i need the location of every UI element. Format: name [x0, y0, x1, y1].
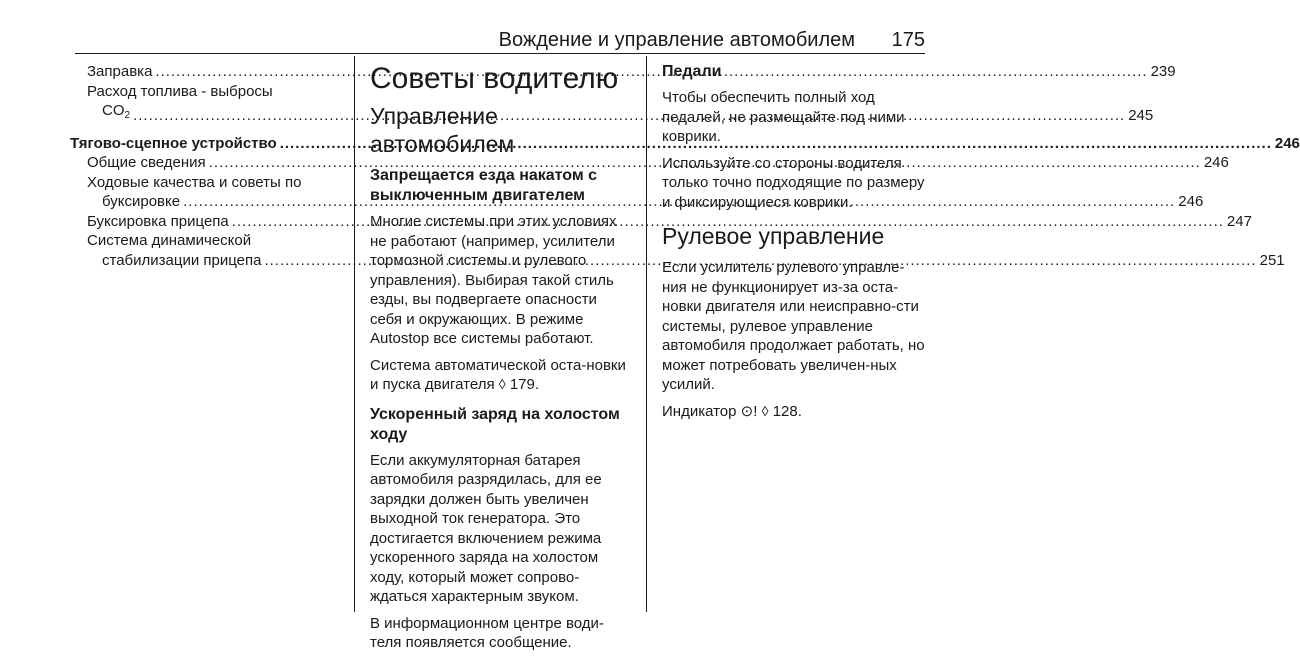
- right-column: [662, 62, 927, 428]
- subsection-heading: Педали: [662, 63, 722, 80]
- page-header-title: Вождение и управление автомобилем: [498, 29, 855, 51]
- toc-entry-page: 251: [1259, 251, 1285, 269]
- subsection-heading: Ускоренный заряд на холостом ходу: [370, 405, 620, 443]
- toc-entry-text: Расход топлива - выбросы: [87, 82, 273, 100]
- toc-section-entry[interactable]: [70, 134, 1300, 154]
- toc-entry[interactable]: [70, 82, 342, 102]
- toc-entry[interactable]: [70, 251, 1285, 271]
- toc-entry[interactable]: [70, 101, 1154, 126]
- toc-entry[interactable]: [70, 192, 1204, 212]
- header-rule: [75, 53, 925, 54]
- toc-entry-page: 247: [1226, 212, 1252, 230]
- paragraph-with-reference: Система автоматической оста-новки и пуска двигателя ◊ 179.: [370, 356, 626, 393]
- reference-arrow-icon: ◊: [498, 376, 506, 392]
- toc-entry[interactable]: [70, 173, 342, 193]
- paragraph: Используйте со стороны водителя только точно подходящие по размеру и фиксирующиеся коврики.: [662, 154, 925, 211]
- toc-entry-text: Ходовые качества и советы по: [87, 173, 302, 191]
- page-header: [75, 28, 925, 52]
- paragraph: Чтобы обеспечить полный ход педалей, не размещайте под ними коврики.: [662, 89, 905, 145]
- reference-arrow-icon: ◊: [761, 402, 769, 419]
- toc-entry-text: Буксировка прицепа: [87, 212, 229, 230]
- page-reference[interactable]: 179.: [509, 376, 540, 393]
- paragraph: Если усилитель рулевого управле-ния не функционирует из-за оста-новки двигателя или неисправно-сти системы, рулевое управление автомобиля продолжает работать, но может потребовать увеличен-ных усилий.: [662, 259, 925, 393]
- toc-entry-text: стабилизации прицепа: [102, 251, 262, 269]
- toc-entry-text: Тягово-сцепное устройство: [70, 134, 277, 152]
- chapter-heading: Советы водителю: [370, 62, 619, 95]
- paragraph: Если аккумуляторная батарея автомобиля разрядилась, для ее зарядки должен быть увеличен выходной ток генератора. Это достигается включением режима ускоренного заряда на холостом ходу, который может сопрово-ждаться характерным звуком.: [370, 451, 602, 605]
- paragraph-with-reference: Индикатор ⊙! ◊ 128.: [662, 402, 802, 420]
- toc-entry[interactable]: [70, 231, 342, 251]
- paragraph: В информационном центре води-теля появляется сообщение.: [370, 614, 604, 651]
- toc-entry-text: Общие сведения: [87, 154, 206, 171]
- page-number: 175: [891, 29, 925, 51]
- toc-entry-text: $CO_2$: [102, 102, 131, 121]
- column-divider: [354, 56, 355, 612]
- section-heading: Управление автомобилем: [370, 103, 515, 157]
- toc-entry-page: 246: [1274, 134, 1300, 152]
- page-reference[interactable]: 128.: [772, 402, 802, 420]
- toc-entry-page: 246: [1203, 154, 1229, 171]
- toc-entry-page: 245: [1128, 107, 1154, 124]
- toc-entry-page: 246: [1178, 193, 1204, 210]
- column-divider: [646, 56, 647, 612]
- paragraph: Многие системы при этих условиях не работают (например, усилители тормозной системы и рулевого управления). Выбирая такой стиль езды, вы подвергаете опасности себя и окружающих. В режиме Autostop все системы работают.: [370, 213, 617, 347]
- subsection-heading: Запрещается езда накатом с выключенным двигателем: [370, 167, 598, 204]
- section-heading: Рулевое управление: [662, 223, 885, 249]
- toc-entry-text: буксировке: [102, 193, 181, 210]
- toc-entry-page: 239: [1150, 63, 1176, 80]
- toc-entry-text: Система динамической: [87, 232, 252, 249]
- toc-entry-text: Заправка: [87, 63, 153, 80]
- main-column: [370, 62, 632, 660]
- toc-leader: [155, 62, 1147, 82]
- toc-entry[interactable]: [70, 212, 1252, 232]
- steering-warning-icon: ⊙!: [740, 402, 758, 420]
- toc-entry[interactable]: [70, 153, 1229, 173]
